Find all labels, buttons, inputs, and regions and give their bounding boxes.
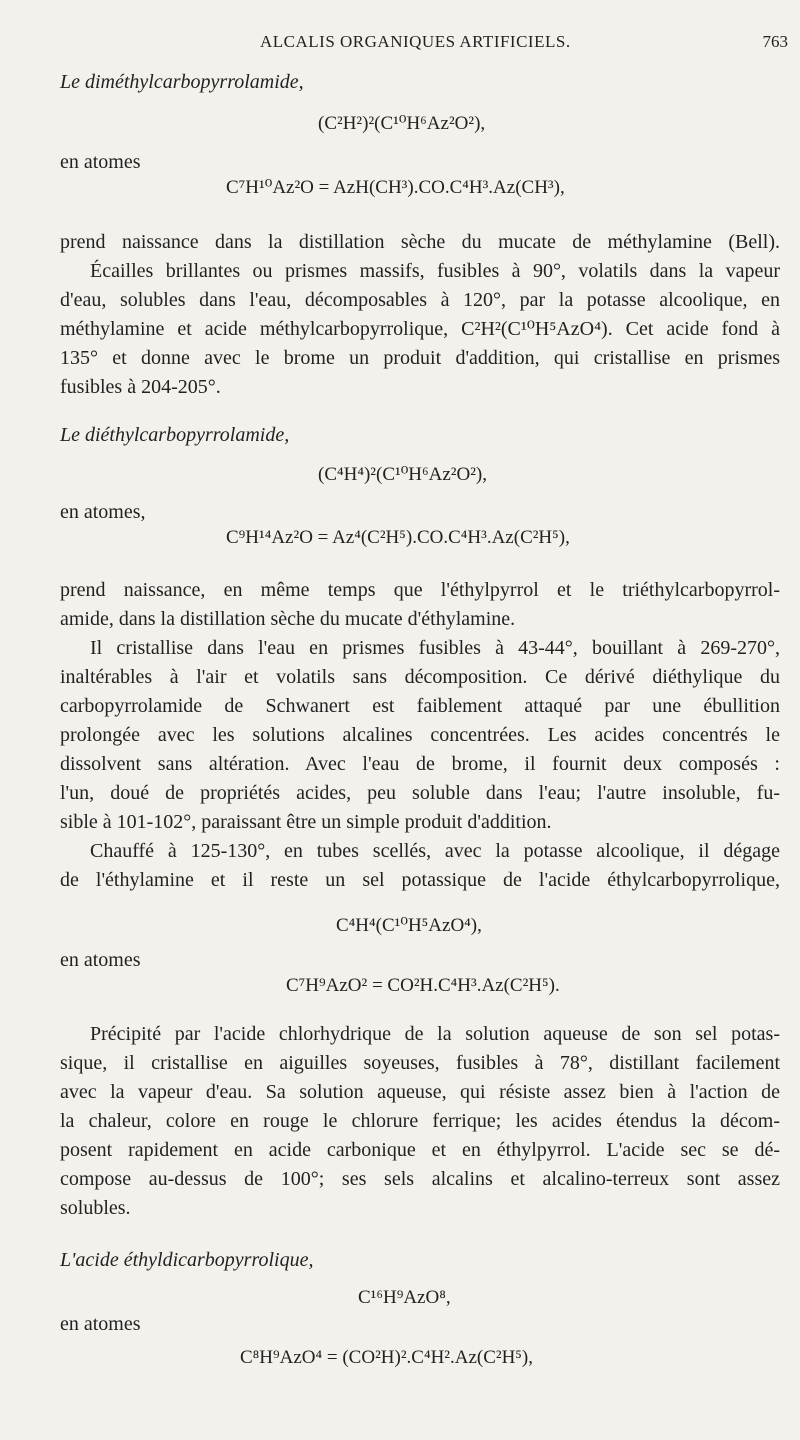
compound-heading-ethyldicarbo	[60, 1248, 314, 1272]
text-line: l'un, doué de propriétés acides, peu soluble dans l'eau; l'autre insoluble, fu-	[60, 782, 780, 804]
text-line: compose au-dessus de 100°; ses sels alcalins et alcalino-terreux sont assez	[60, 1168, 780, 1190]
text-line: Précipité par l'acide chlorhydrique de la solution aqueuse de son sel potas-	[90, 1023, 780, 1045]
formula-line: C⁹H¹⁴Az²O = Az⁴(C²H⁵).CO.C⁴H³.Az(C²H⁵),	[226, 527, 570, 548]
text-line: posent rapidement en acide carbonique et en éthylpyrrol. L'acide sec se dé-	[60, 1139, 780, 1161]
formula-line: C⁷H⁹AzO² = CO²H.C⁴H³.Az(C²H⁵).	[286, 975, 560, 996]
running-title: ALCALIS ORGANIQUES ARTIFICIELS.	[260, 32, 571, 51]
formula-line: (C⁴H⁴)²(C¹⁰H⁶Az²O²),	[318, 464, 487, 485]
text-line: en atomes	[60, 151, 141, 173]
text-line: dissolvent sans altération. Avec l'eau de brome, il fournit deux composés :	[60, 753, 780, 775]
text-line: en atomes	[60, 949, 141, 971]
text-line: fusibles à 204-205°.	[60, 376, 221, 398]
text-line: Il cristallise dans l'eau en prismes fusibles à 43-44°, bouillant à 269-270°,	[90, 637, 780, 659]
text-line: sique, il cristallise en aiguilles soyeuses, fusibles à 78°, distillant facilement	[60, 1052, 780, 1074]
text-line: 135° et donne avec le brome un produit d'addition, qui cristallise en prismes	[60, 347, 780, 369]
compound-name: Le diméthylcarbopyrrolamide,	[60, 71, 304, 93]
text-line: en atomes,	[60, 501, 146, 523]
text-line: en atomes	[60, 1313, 141, 1335]
text-line: d'eau, solubles dans l'eau, décomposables à 120°, par la potasse alcoolique, en	[60, 289, 780, 311]
formula-line: (C²H²)²(C¹⁰H⁶Az²O²),	[318, 113, 486, 134]
text-line: de l'éthylamine et il reste un sel potassique de l'acide éthylcarbopyrrolique,	[60, 869, 780, 891]
compound-name: L'acide éthyldicarbopyrrolique,	[60, 1249, 314, 1271]
text-line: solubles.	[60, 1197, 131, 1219]
page-header	[0, 30, 800, 56]
page-number: 763	[762, 32, 788, 51]
text-line: carbopyrrolamide de Schwanert est faiblement attaqué par une ébullition	[60, 695, 780, 717]
text-line: Chauffé à 125-130°, en tubes scellés, avec la potasse alcoolique, il dégage	[90, 840, 780, 862]
text-line: sible à 101-102°, paraissant être un simple produit d'addition.	[60, 811, 552, 833]
formula-line: C⁷H¹⁰Az²O = AzH(CH³).CO.C⁴H³.Az(CH³),	[226, 177, 565, 198]
compound-heading-diethyl	[60, 423, 289, 447]
text-line: prend naissance dans la distillation sèche du mucate de méthylamine (Bell).	[60, 231, 780, 253]
text-line: avec la vapeur d'eau. Sa solution aqueuse, qui résiste assez bien à l'action de	[60, 1081, 780, 1103]
text-line: prend naissance, en même temps que l'éthylpyrrol et le triéthylcarbopyrrol-	[60, 579, 780, 601]
text-line: la chaleur, colore en rouge le chlorure ferrique; les acides étendus la décom-	[60, 1110, 780, 1132]
text-line: inaltérables à l'air et volatils sans décomposition. Ce dérivé diéthylique du	[60, 666, 780, 688]
text-line: amide, dans la distillation sèche du mucate d'éthylamine.	[60, 608, 516, 630]
compound-name: Le diéthylcarbopyrrolamide,	[60, 424, 290, 446]
formula-line: C⁴H⁴(C¹⁰H⁵AzO⁴),	[336, 915, 482, 936]
text-line: prolongée avec les solutions alcalines concentrées. Les acides concentrés le	[60, 724, 780, 746]
formula-line: C⁸H⁹AzO⁴ = (CO²H)².C⁴H².Az(C²H⁵),	[240, 1347, 534, 1368]
formula-line: C¹⁶H⁹AzO⁸,	[358, 1287, 451, 1308]
text-line: méthylamine et acide méthylcarbopyrrolique, C²H²(C¹⁰H⁵AzO⁴). Cet acide fond à	[60, 318, 780, 340]
compound-heading-dimethyl	[60, 70, 304, 94]
text-line: Écailles brillantes ou prismes massifs, fusibles à 90°, volatils dans la vapeur	[90, 260, 780, 282]
